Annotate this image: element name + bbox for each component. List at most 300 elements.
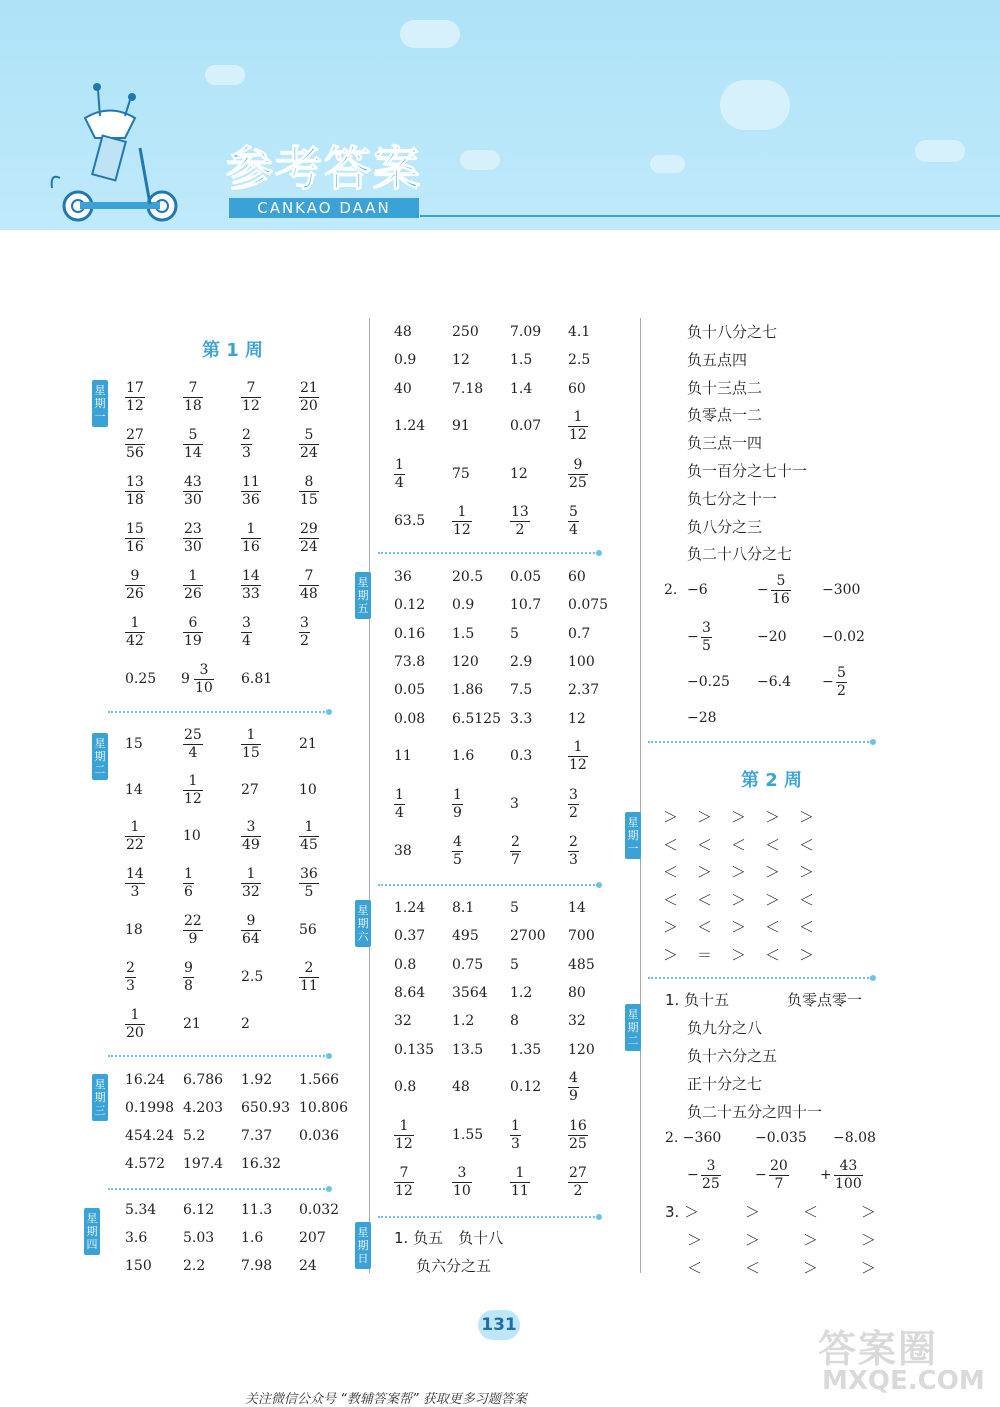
sunday-answer: 1. 负五 负十八	[394, 1229, 504, 1247]
numerator: 1	[573, 739, 583, 755]
numerator: 3	[706, 1158, 716, 1174]
numerator: 17	[126, 380, 144, 396]
tag-wednesday: 星期三	[92, 1074, 108, 1121]
denominator: 5	[702, 638, 711, 654]
compare-symbol: ＞	[745, 1231, 761, 1249]
answer-value: 73.8	[394, 654, 426, 670]
answer-value: 0.7	[568, 626, 591, 642]
fraction-answer	[568, 1071, 579, 1104]
fraction-answer	[183, 522, 203, 555]
answer-value: 3	[510, 796, 519, 812]
fraction-answer	[125, 569, 145, 602]
fraction-answer	[394, 1166, 414, 1199]
fraction-answer	[299, 820, 319, 853]
answer-value: 7.98	[241, 1258, 273, 1274]
denominator: 12	[126, 398, 144, 414]
denominator: 7	[511, 852, 520, 868]
fraction-answer	[299, 381, 319, 414]
answer-value: 1.6	[452, 748, 475, 764]
answer-value: 10	[299, 782, 317, 798]
compare-symbol: ＞	[731, 808, 747, 826]
numerator: 2	[126, 960, 135, 976]
numerator: 27	[569, 1165, 587, 1181]
fraction-answer	[299, 522, 319, 555]
fraction-answer	[701, 621, 712, 654]
answer-value: 197.4	[183, 1156, 224, 1172]
denominator: 14	[184, 445, 202, 461]
answer-value: 5	[510, 900, 519, 916]
answer-value: 495	[452, 928, 479, 944]
denominator: 16	[772, 591, 790, 607]
answer-value: 12	[452, 352, 470, 368]
denominator: 2	[573, 1183, 583, 1199]
answer-value: 5	[510, 957, 519, 973]
denominator: 10	[195, 680, 213, 696]
denominator: 3	[511, 1136, 520, 1152]
fraction-answer	[836, 666, 847, 699]
compare-symbol: ＞	[765, 808, 781, 826]
denominator: 12	[242, 398, 260, 414]
compare-symbol: ＜	[697, 835, 713, 854]
fraction-answer	[834, 1159, 863, 1192]
fraction-answer	[241, 428, 252, 461]
denominator: 20	[126, 1025, 144, 1041]
numerator: 9	[184, 960, 193, 976]
answer-value: 120	[452, 654, 479, 670]
answer-value: 56	[299, 922, 317, 938]
numerator: 3	[702, 620, 711, 636]
numerator: 1	[246, 727, 256, 743]
numerator: 27	[126, 427, 144, 443]
numerator: 2	[242, 427, 251, 443]
answer-word: 负九分之八	[687, 1019, 763, 1037]
denominator: 2	[300, 633, 309, 649]
fraction-answer	[394, 458, 405, 491]
answer-value: 10.806	[299, 1100, 348, 1116]
numerator: 1	[188, 773, 198, 789]
denominator: 49	[242, 837, 260, 853]
numerator: 7	[246, 380, 256, 396]
denominator: 15	[300, 492, 318, 508]
answer-value: 1.5	[510, 352, 533, 368]
answer-value: 7.37	[241, 1128, 273, 1144]
numerator: 4	[569, 1070, 578, 1086]
answer-value: 1.6	[241, 1230, 264, 1246]
answer-word: 负零点一二	[687, 406, 763, 425]
fraction-answer	[183, 774, 203, 807]
fraction-answer	[510, 1119, 521, 1152]
answer-value: −8.08	[833, 1130, 876, 1146]
answer-value: 4.572	[125, 1156, 166, 1172]
fraction-answer	[125, 381, 145, 414]
answer-value: −6.4	[757, 674, 791, 690]
denominator: 4	[242, 633, 251, 649]
compare-symbol: ＞	[799, 946, 815, 964]
fraction-answer	[125, 820, 145, 853]
denominator: 8	[184, 978, 193, 994]
fraction-answer	[241, 475, 261, 508]
numerator: 16	[569, 1118, 587, 1134]
denominator: 12	[395, 1136, 413, 1152]
answer-value: −0.035	[755, 1130, 807, 1146]
answer-value: 6.81	[241, 671, 273, 687]
fraction-answer	[125, 616, 145, 649]
answer-value: 27	[241, 782, 259, 798]
compare-symbol: ＜	[731, 835, 747, 854]
fraction-answer	[769, 1159, 789, 1192]
numerator: 9	[130, 568, 140, 584]
tag-week2-monday: 星期一	[625, 812, 641, 859]
numerator: 7	[304, 568, 314, 584]
numerator: 1	[515, 1165, 525, 1181]
answer-value: 18	[125, 922, 143, 938]
answer-value: 2	[241, 1016, 250, 1032]
denominator: 4	[395, 805, 404, 821]
fraction-answer	[183, 914, 203, 947]
answer-value: 0.9	[452, 597, 475, 613]
answer-value: 11.3	[241, 1202, 273, 1218]
compare-symbol: ＜	[745, 1259, 761, 1277]
compare-symbol: ＝	[697, 946, 713, 964]
answer-word: 负五点四	[687, 350, 748, 369]
answer-value: 1.24	[394, 900, 426, 916]
denominator: 9	[569, 1088, 578, 1104]
tag-thursday: 星期四	[84, 1208, 100, 1255]
denominator: 24	[300, 539, 318, 555]
compare-symbol: ＞	[731, 918, 747, 937]
answer-value: 13.5	[452, 1042, 484, 1058]
compare-symbol: ＞	[803, 1231, 819, 1249]
fraction-answer	[394, 1119, 414, 1152]
numerator: 5	[569, 504, 578, 520]
answer-value: 250	[452, 324, 479, 340]
answer-value: 485	[568, 957, 595, 973]
answer-value: 5.2	[183, 1128, 206, 1144]
sign-symbol: −	[755, 1167, 767, 1183]
denominator: 25	[569, 475, 587, 491]
numerator: 14	[242, 568, 260, 584]
denominator: 4	[569, 522, 578, 538]
answer-value: 454.24	[125, 1128, 174, 1144]
answer-value: 0.37	[394, 928, 426, 944]
fraction-answer	[183, 428, 203, 461]
denominator: 7	[774, 1176, 784, 1192]
answer-value: 0.16	[394, 626, 426, 642]
denominator: 25	[569, 1136, 587, 1152]
denominator: 56	[126, 445, 144, 461]
answer-value: 48	[394, 324, 412, 340]
compare-symbol: ＜	[799, 890, 815, 909]
answer-value: 80	[568, 985, 586, 1001]
compare-symbol: ＜	[697, 918, 713, 937]
answer-word: 负二十五分之四十一	[687, 1103, 823, 1121]
numerator: 1	[573, 409, 583, 425]
numerator: 29	[300, 521, 318, 537]
numerator: 5	[837, 665, 846, 681]
compare-symbol: ＜	[663, 835, 679, 854]
numerator: 3	[242, 615, 251, 631]
numerator: 3	[246, 819, 256, 835]
answer-value: 9	[181, 671, 190, 687]
answer-value: 7.18	[452, 381, 484, 397]
fraction-answer	[568, 740, 588, 773]
answer-value: 5	[510, 626, 519, 642]
denominator: 4	[188, 745, 198, 761]
answer-value: 207	[299, 1230, 326, 1246]
compare-symbol: ＜	[663, 863, 679, 882]
denominator: 12	[395, 1183, 413, 1199]
compare-symbol: ＞	[697, 863, 713, 882]
numerator: 13	[126, 474, 144, 490]
answer-value: 40	[394, 381, 412, 397]
fraction-answer	[701, 1159, 721, 1192]
answer-value: −300	[822, 582, 861, 598]
numerator: 1	[130, 615, 140, 631]
fraction-answer	[452, 788, 463, 821]
answer-value: 2. −360	[665, 1130, 722, 1146]
answer-word: 负三点一四	[687, 434, 763, 453]
answer-word: 负十六分之五	[687, 1047, 778, 1065]
answer-value: 2.37	[568, 682, 600, 698]
fraction-answer	[241, 522, 261, 555]
numerator: 1	[511, 1118, 520, 1134]
answer-value: 650.93	[241, 1100, 290, 1116]
denominator: 11	[511, 1183, 529, 1199]
fraction-answer	[568, 505, 579, 538]
denominator: 24	[300, 445, 318, 461]
numerator: 3	[300, 615, 309, 631]
compare-symbol: ＜	[803, 1203, 819, 1221]
answer-value: 24	[299, 1258, 317, 1274]
fraction-answer	[568, 835, 579, 868]
fraction-answer	[568, 410, 588, 443]
answer-value: 3.6	[125, 1230, 148, 1246]
answer-value: 32	[394, 1013, 412, 1029]
section-separator	[108, 711, 328, 713]
answer-value: 6.5125	[452, 711, 501, 727]
page-number: 131	[478, 1310, 520, 1340]
fraction-answer	[241, 381, 261, 414]
denominator: 3	[242, 445, 251, 461]
denominator: 16	[126, 539, 144, 555]
fraction-answer	[183, 867, 194, 900]
denominator: 9	[188, 931, 198, 947]
answer-value: 0.12	[510, 1079, 542, 1095]
answer-value: 0.25	[125, 671, 157, 687]
answer-value: 700	[568, 928, 595, 944]
numerator: 1	[188, 568, 198, 584]
compare-symbol: ＞	[663, 808, 679, 826]
fraction-answer	[194, 663, 214, 696]
watermark-logo: 答案圈	[818, 1327, 939, 1371]
tag-friday: 星期五	[355, 572, 371, 619]
numerator: 21	[300, 380, 318, 396]
compare-symbol: ＞	[799, 863, 815, 882]
numerator: 1	[395, 787, 404, 803]
numerator: 20	[770, 1158, 788, 1174]
fraction-answer	[299, 569, 319, 602]
fraction-answer	[183, 728, 203, 761]
section-separator	[378, 884, 598, 886]
numerator: 1	[399, 1118, 409, 1134]
numerator: 2	[511, 834, 520, 850]
answer-value: 3564	[452, 985, 488, 1001]
denominator: 12	[569, 427, 587, 443]
answer-value: 12	[510, 466, 528, 482]
fraction-answer	[183, 569, 203, 602]
fraction-answer	[183, 381, 203, 414]
week1-heading: 第 1 周	[202, 340, 264, 361]
fraction-answer	[568, 458, 588, 491]
answer-value: 0.07	[510, 418, 542, 434]
denominator: 48	[300, 586, 318, 602]
answer-value: 1.566	[299, 1072, 340, 1088]
compare-symbol: ＞	[765, 863, 781, 882]
denominator: 18	[126, 492, 144, 508]
answer-value: 0.3	[510, 748, 533, 764]
answer-value: 60	[568, 569, 586, 585]
answer-value: 8	[510, 1013, 519, 1029]
answer-word: 负一百分之七十一	[687, 462, 808, 480]
answer-value: 5.03	[183, 1230, 215, 1246]
numerator: 4	[453, 834, 462, 850]
answer-value: 12	[568, 711, 586, 727]
numerator: 1	[457, 504, 467, 520]
numerator: 7	[399, 1165, 409, 1181]
answer-value: 14	[125, 782, 143, 798]
fraction-answer	[299, 475, 319, 508]
compare-symbol: ＞	[731, 863, 747, 882]
numerator: 1	[246, 866, 256, 882]
answer-value: 10.7	[510, 597, 542, 613]
answer-value: 2.5	[568, 352, 591, 368]
numerator: 13	[511, 504, 529, 520]
answer-value: 6.786	[183, 1072, 224, 1088]
denominator: 11	[300, 978, 318, 994]
denominator: 5	[304, 884, 314, 900]
answer-value: 48	[452, 1079, 470, 1095]
numerator: 43	[184, 474, 202, 490]
denominator: 10	[453, 1183, 471, 1199]
numerator: 43	[839, 1158, 858, 1174]
compare-symbol: ＞	[861, 1259, 877, 1277]
fraction-answer	[452, 835, 463, 868]
numerator: 5	[188, 427, 198, 443]
question-number: 2.	[664, 582, 678, 598]
banner-subtitle: CANKAO DAAN	[229, 198, 419, 218]
fraction-answer	[510, 505, 530, 538]
denominator: 6	[184, 884, 193, 900]
answer-value: 100	[568, 654, 595, 670]
fraction-answer	[183, 475, 203, 508]
answer-word: 负十三点二	[687, 378, 763, 397]
compare-symbol: ＞	[803, 1259, 819, 1277]
fraction-answer	[771, 574, 791, 607]
numerator: 3	[457, 1165, 467, 1181]
answer-value: 91	[452, 418, 470, 434]
answer-value: 1.24	[394, 418, 426, 434]
fraction-answer	[183, 961, 194, 994]
fraction-answer	[510, 1166, 530, 1199]
answer-value: 20.5	[452, 569, 484, 585]
denominator: 25	[702, 1176, 720, 1192]
compare-symbol: ＜	[765, 918, 781, 937]
answer-value: 63.5	[394, 513, 426, 529]
fraction-answer	[125, 475, 145, 508]
compare-symbol: ＞	[765, 890, 781, 909]
denominator: 26	[184, 586, 202, 602]
answer-value: −0.25	[687, 674, 730, 690]
numerator: 6	[188, 615, 198, 631]
compare-symbol: ＞	[861, 1231, 877, 1249]
numerator: 9	[246, 913, 256, 929]
watermark-url: MXQE.COM	[822, 1366, 985, 1396]
answer-value: 0.05	[510, 569, 542, 585]
answer-value: 16.32	[241, 1156, 282, 1172]
answer-value: 21	[183, 1016, 201, 1032]
fraction-answer	[510, 835, 521, 868]
denominator: 5	[453, 852, 462, 868]
fraction-answer	[394, 788, 405, 821]
answer-value: 2.5	[241, 969, 264, 985]
answer-value: 0.9	[394, 352, 417, 368]
numerator: 3	[569, 787, 578, 803]
answer-value: 0.8	[394, 957, 417, 973]
sunday-answer: 负六分之五	[416, 1257, 492, 1275]
fraction-answer	[125, 867, 145, 900]
numerator: 1	[304, 819, 314, 835]
answer-value: 32	[568, 1013, 586, 1029]
denominator: 30	[184, 539, 202, 555]
compare-symbol: ＞	[745, 1203, 761, 1221]
answer-value: 11	[394, 748, 412, 764]
answer-value: 2700	[510, 928, 546, 944]
numerator: 5	[304, 427, 314, 443]
compare-symbol: ＞	[731, 890, 747, 909]
answer-value: 14	[568, 900, 586, 916]
answer-value: 0.075	[568, 597, 609, 613]
column-divider	[369, 318, 370, 1273]
fraction-answer	[568, 1119, 588, 1152]
compare-symbol: ＜	[799, 918, 815, 937]
fraction-answer	[241, 728, 261, 761]
denominator: 20	[300, 398, 318, 414]
answer-value: −20	[757, 629, 787, 645]
answer-word: 负八分之三	[687, 517, 763, 536]
fraction-answer	[241, 820, 261, 853]
sign-symbol: −	[687, 1167, 699, 1183]
denominator: 19	[184, 633, 202, 649]
fraction-answer	[299, 867, 319, 900]
numerator: 1	[130, 819, 140, 835]
answer-value: 21	[299, 736, 317, 752]
denominator: 15	[242, 745, 260, 761]
numerator: 11	[242, 474, 260, 490]
denominator: 4	[395, 475, 404, 491]
answer-value: 10	[183, 828, 201, 844]
answer-value: 2.2	[183, 1258, 206, 1274]
answer-value: 7.09	[510, 324, 542, 340]
answer-value: 1.55	[452, 1127, 484, 1143]
answer-value: 1.2	[510, 985, 533, 1001]
answer-value: 36	[394, 569, 412, 585]
numerator: 14	[126, 866, 144, 882]
fraction-answer	[452, 1166, 472, 1199]
numerator: 8	[304, 474, 314, 490]
answer-value: 8.1	[452, 900, 475, 916]
tag-sunday: 星期日	[355, 1222, 371, 1269]
compare-symbol: ＞	[861, 1203, 877, 1221]
